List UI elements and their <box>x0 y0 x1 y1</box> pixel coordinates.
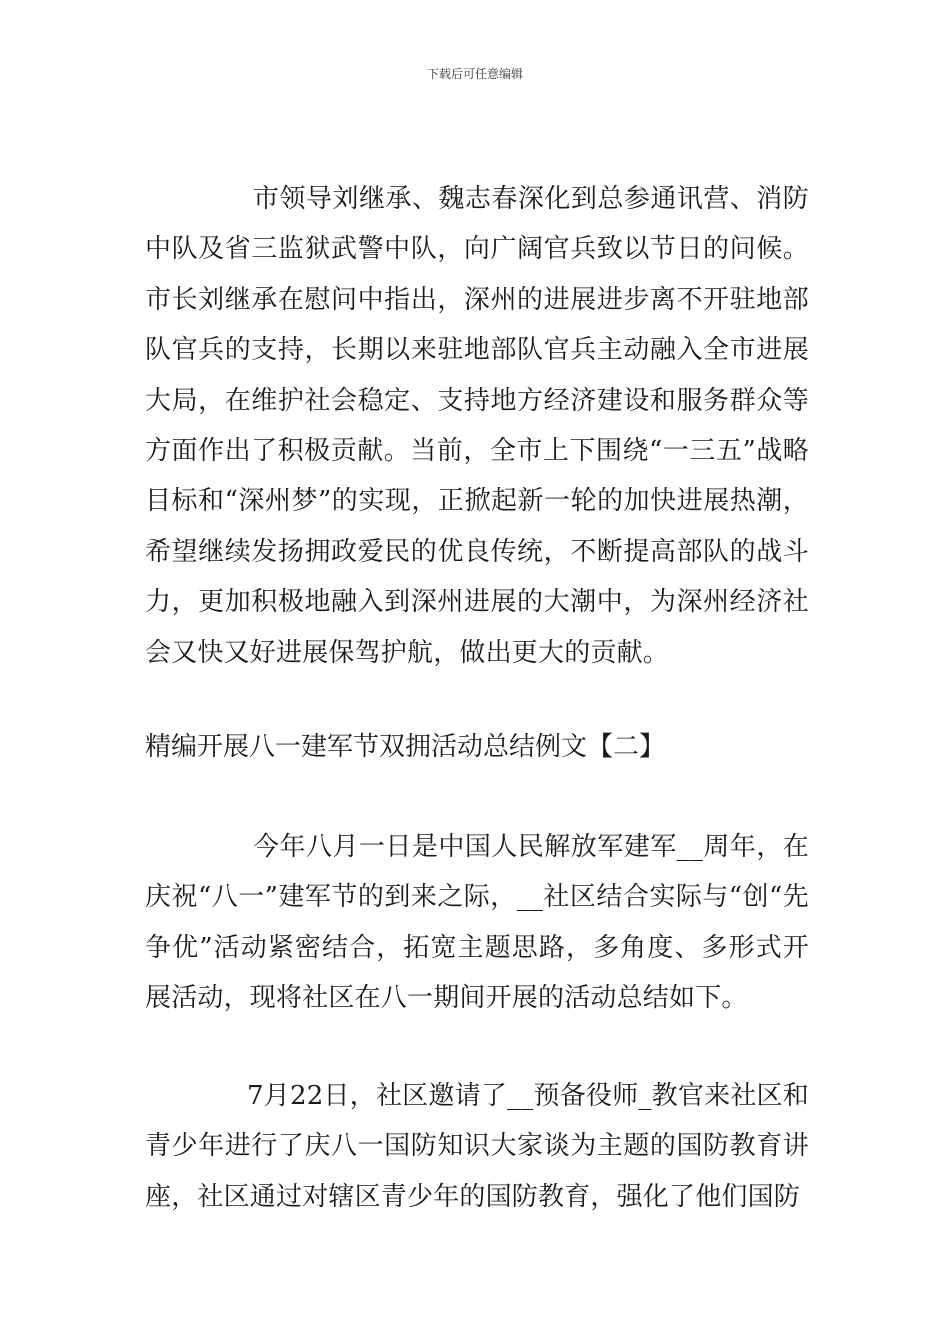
paragraph-2: 今年八月一日是中国人民解放军建军__周年，在庆祝“八一”建军节的到来之际，__社区结合实际与“创“先争优”活动紧密结合，拓宽主题思路，多角度、多形式开展活动，现将社区在八一期间开展的活动总结如下。 <box>145 832 809 1014</box>
paragraph-3: 7月22日，社区邀请了__预备役师_教官来社区和青少年进行了庆八一国防知识大家谈为主题的国防教育讲座，社区通过对辖区青少年的国防教育，强化了他们国防 <box>145 1081 809 1212</box>
paragraph-1: 市领导刘继承、魏志春深化到总参通讯营、消防中队及省三监狱武警中队，向广阔官兵致以节日的问候。市长刘继承在慰问中指出，深州的进展进步离不开驻地部队官兵的支持，长期以来驻地部队官兵主动融入全市进展大局，在维护社会稳定、支持地方经济建设和服务群众等方面作出了积极贡献。当前，全市上下围绕“一三五”战略目标和“深州梦”的实现，正掀起新一轮的加快进展热潮，希望继续发扬拥政爱民的优良传统，不断提高部队的战斗力，更加积极地融入到深州进展的大潮中，为深州经济社会又快又好进展保驾护航，做出更大的贡献。 <box>145 184 809 668</box>
page-header: 下载后可任意编辑 <box>426 67 523 81</box>
section-title: 精编开展八一建军节双拥活动总结例文【二】 <box>145 732 666 762</box>
